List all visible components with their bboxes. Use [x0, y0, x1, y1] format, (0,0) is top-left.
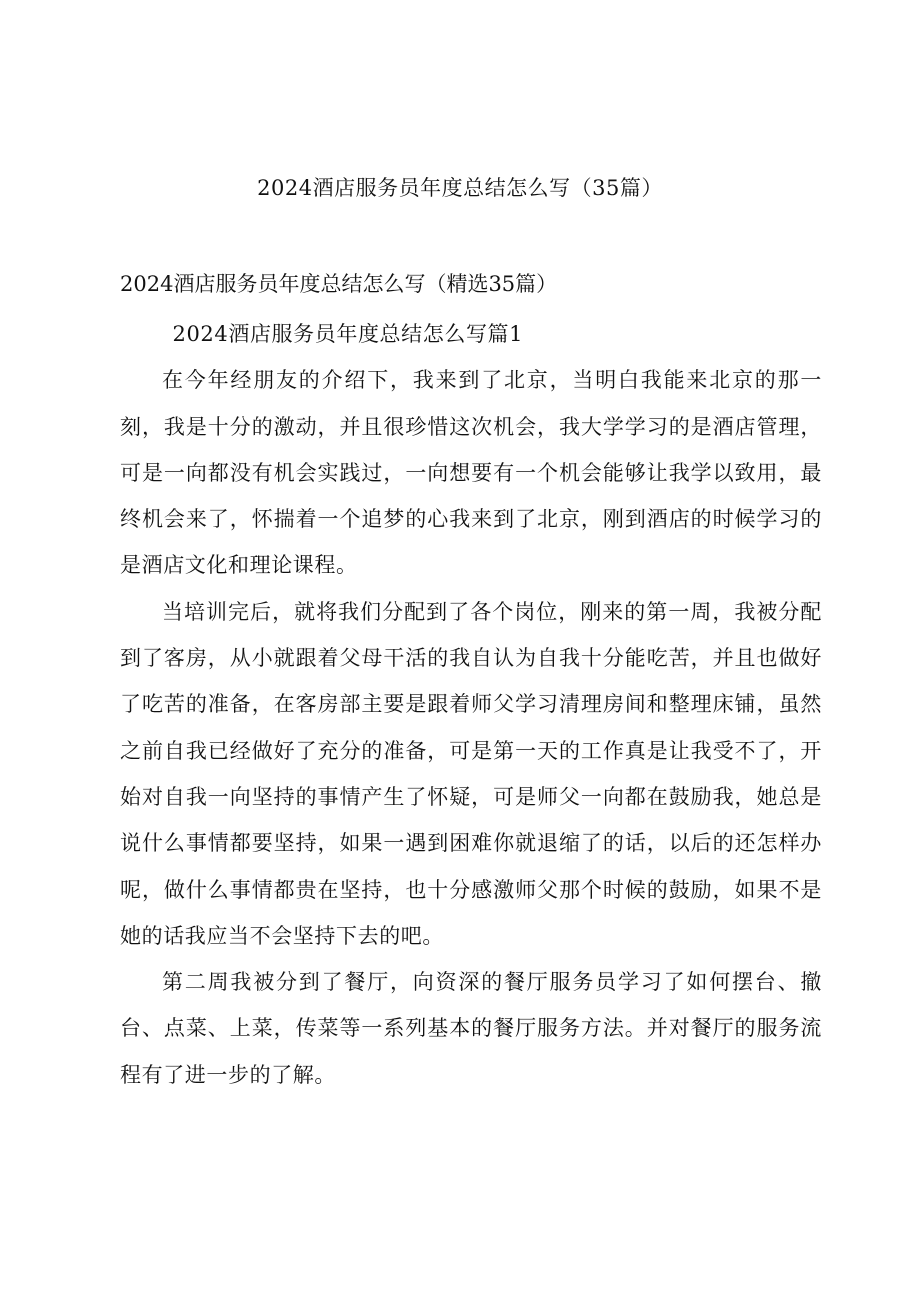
- section-heading: 2024酒店服务员年度总结怎么写篇1: [172, 322, 524, 346]
- document-subtitle: 2024酒店服务员年度总结怎么写（精选35篇）: [120, 272, 558, 296]
- body-paragraph: 在今年经朋友的介绍下，我来到了北京，当明白我能来北京的那一刻，我是十分的激动，并且很珍惜这次机会，我大学学习的是酒店管理，可是一向都没有机会实践过，一向想要有一个机会能够让我学以致用，最终机会来了，怀揣着一个追梦的心我来到了北京，刚到酒店的时候学习的是酒店文化和理论课程。: [120, 368, 822, 578]
- body-paragraph: 第二周我被分到了餐厅，向资深的餐厅服务员学习了如何摆台、撤台、点菜、上菜，传菜等一系列基本的餐厅服务方法。并对餐厅的服务流程有了进一步的了解。: [120, 970, 822, 1087]
- body-paragraph: 当培训完后，就将我们分配到了各个岗位，刚来的第一周，我被分配到了客房，从小就跟着父母干活的我自认为自我十分能吃苦，并且也做好了吃苦的准备，在客房部主要是跟着师父学习清理房间和整理床铺，虽然之前自我已经做好了充分的准备，可是第一天的工作真是让我受不了，开始对自我一向坚持的事情产生了怀疑，可是师父一向都在鼓励我，她总是说什么事情都要坚持，如果一遇到困难你就退缩了的话，以后的还怎样办呢，做什么事情都贵在坚持，也十分感激师父那个时候的鼓励，如果不是她的话我应当不会坚持下去的吧。: [120, 599, 822, 948]
- document-body: [120, 311, 822, 1098]
- document-title: 2024酒店服务员年度总结怎么写（35篇）: [257, 176, 663, 200]
